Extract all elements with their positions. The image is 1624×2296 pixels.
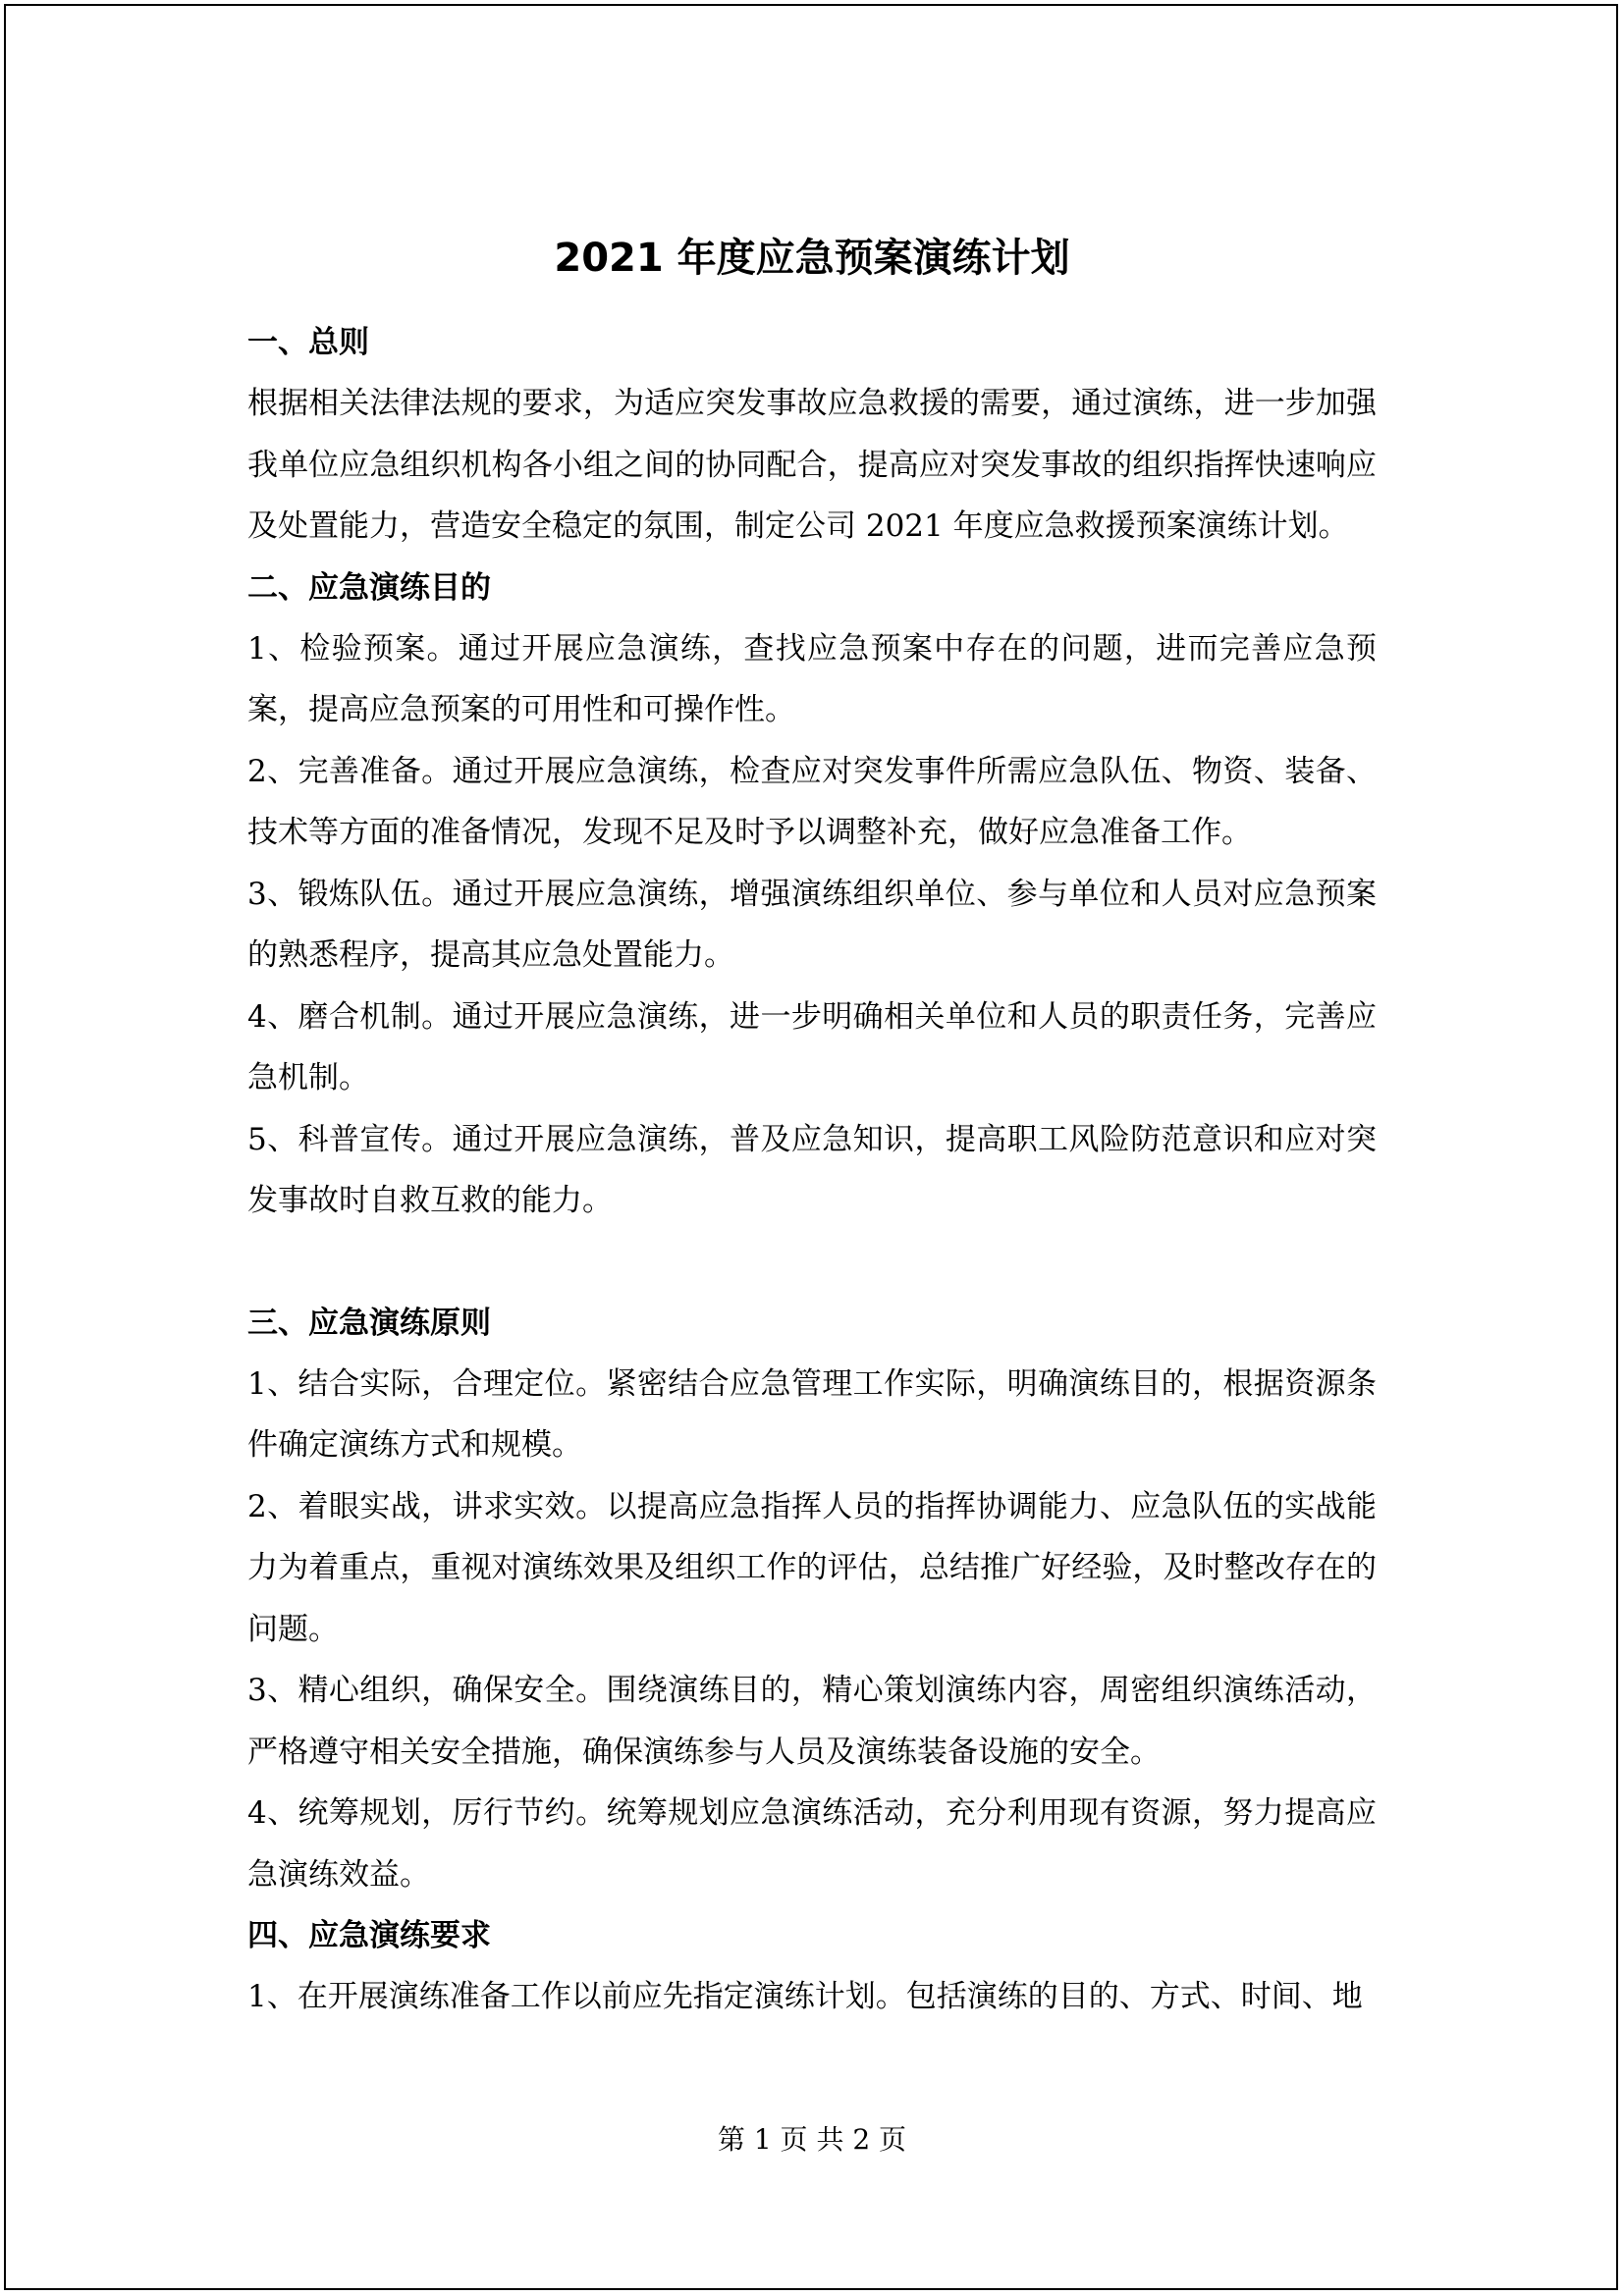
paragraph-purpose-2: 2、完善准备。通过开展应急演练，检查应对突发事件所需应急队伍、物资、装备、技术等方面的准备情况，发现不足及时予以调整补充，做好应急准备工作。 <box>247 753 1377 850</box>
blank-line <box>247 1232 1377 1293</box>
paragraph-principle-3: 3、精心组织，确保安全。围绕演练目的，精心策划演练内容，周密组织演练活动，严格遵守相关安全措施，确保演练参与人员及演练装备设施的安全。 <box>247 1673 1377 1770</box>
paragraph-purpose-3: 3、锻炼队伍。通过开展应急演练，增强演练组织单位、参与单位和人员对应急预案的熟悉程序，提高其应急处置能力。 <box>247 876 1377 973</box>
paragraph-principle-2: 2、着眼实战，讲求实效。以提高应急指挥人员的指挥协调能力、应急队伍的实战能力为着重点，重视对演练效果及组织工作的评估，总结推广好经验，及时整改存在的问题。 <box>247 1488 1377 1647</box>
page-number-footer: 第 1 页 共 2 页 <box>717 2123 907 2156</box>
paragraph-requirement-1: 1、在开展演练准备工作以前应先指定演练计划。包括演练的目的、方式、时间、地 <box>247 1979 1363 2014</box>
paragraph-purpose-5: 5、科普宣传。通过开展应急演练，普及应急知识，提高职工风险防范意识和应对突发事故时自救互救的能力。 <box>247 1121 1377 1218</box>
paragraph-purpose-4: 4、磨合机制。通过开展应急演练，进一步明确相关单位和人员的职责任务，完善应急机制。 <box>247 998 1377 1095</box>
paragraph-general: 根据相关法律法规的要求，为适应突发事故应急救援的需要，通过演练，进一步加强我单位应急组织机构各小组之间的协同配合，提高应对突发事故的组织指挥快速响应及处置能力，营造安全稳定的氛围，制定公司 2021 年度应急救援预案演练计划。 <box>247 386 1377 544</box>
paragraph-principle-4: 4、统筹规划，厉行节约。统筹规划应急演练活动，充分利用现有资源，努力提高应急演练效益。 <box>247 1795 1377 1893</box>
paragraph-principle-1: 1、结合实际，合理定位。紧密结合应急管理工作实际，明确演练目的，根据资源条件确定演练方式和规模。 <box>247 1365 1377 1463</box>
paragraph-purpose-1: 1、检验预案。通过开展应急演练，查找应急预案中存在的问题，进而完善应急预案，提高应急预案的可用性和可操作性。 <box>247 630 1377 727</box>
section-heading-principles: 三、应急演练原则 <box>247 1305 491 1341</box>
section-heading-general: 一、总则 <box>247 325 369 360</box>
section-heading-purpose: 二、应急演练目的 <box>247 569 491 606</box>
document-title: 2021 年度应急预案演练计划 <box>554 236 1070 281</box>
section-heading-requirements: 四、应急演练要求 <box>247 1918 491 1953</box>
document-body <box>247 312 1377 2028</box>
